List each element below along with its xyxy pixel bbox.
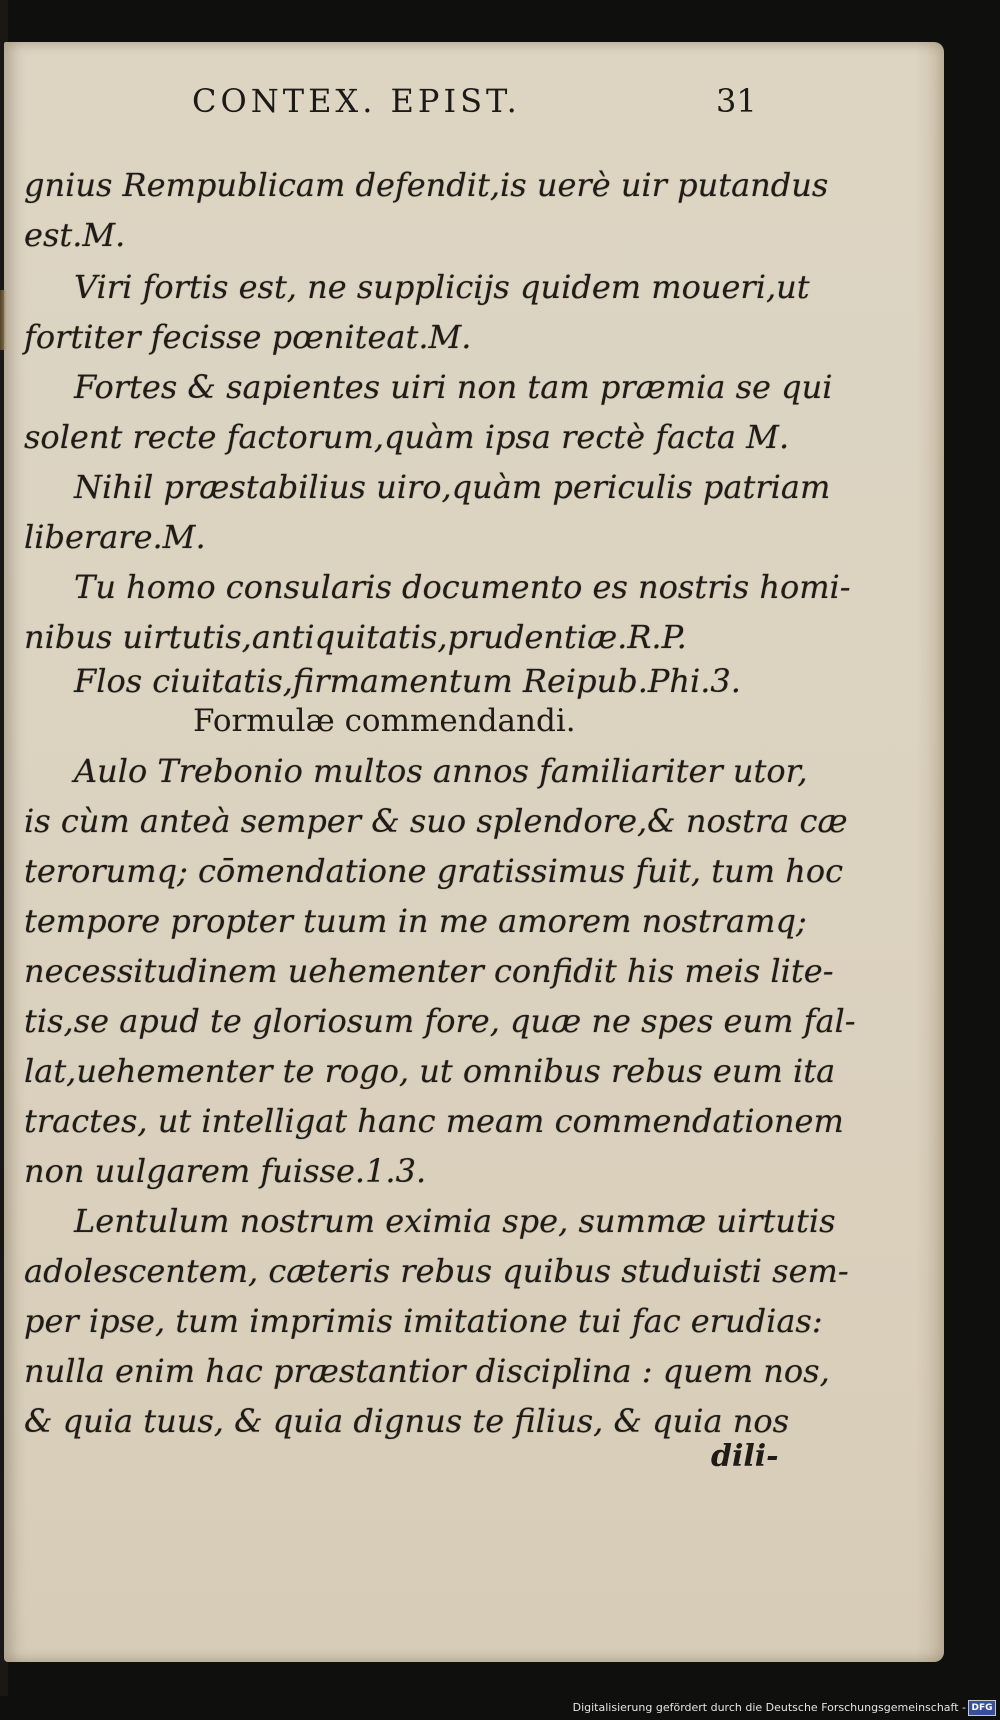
section-heading: Formulæ commendandi.: [193, 703, 576, 739]
text-line: Nihil præstabilius uiro,quàm periculis patriam: [74, 468, 831, 506]
text-line: tis,se apud te gloriosum fore, quæ ne spes eum fal-: [24, 1002, 856, 1040]
text-line: Tu homo consularis documento es nostris homi-: [74, 568, 851, 606]
text-line: Flos ciuitatis,firmamentum Reipub.Phi.3.: [74, 662, 741, 700]
binding-mark: [0, 290, 6, 350]
text-line: terorumq; cōmendatione gratissimus fuit, tum hoc: [24, 852, 844, 890]
text-line: & quia tuus, & quia dignus te filius, & quia nos: [24, 1402, 790, 1440]
text-line: tractes, ut intelligat hanc meam commendationem: [24, 1102, 844, 1140]
text-line: solent recte factorum,quàm ipsa rectè facta M.: [24, 418, 790, 456]
text-line: gnius Rempublicam defendit,is uerè uir putandus: [24, 166, 829, 204]
footer-bar: [0, 1696, 1000, 1720]
text-line: adolescentem, cæteris rebus quibus studuisti sem-: [24, 1252, 849, 1290]
text-line: lat,uehementer te rogo, ut omnibus rebus eum ita: [24, 1052, 836, 1090]
text-line: is cùm anteà semper & suo splendore,& nostra cæ: [24, 802, 848, 840]
text-line: Viri fortis est, ne supplicijs quidem moueri,ut: [74, 268, 810, 306]
text-line: Lentulum nostrum eximia spe, summæ uirtutis: [74, 1202, 836, 1240]
footer-credit: Digitalisierung gefördert durch die Deutsche Forschungsgemeinschaft -: [572, 1701, 966, 1714]
catchword: dili-: [711, 1439, 779, 1474]
running-head: CONTEX. EPIST.: [192, 82, 521, 120]
text-line: non uulgarem fuisse.1.3.: [24, 1152, 427, 1190]
dfg-logo-icon: DFG: [968, 1700, 996, 1716]
text-line: est.M.: [24, 216, 126, 254]
page-header: [186, 78, 786, 128]
page-number: 31: [716, 82, 757, 120]
text-line: nulla enim hac præstantior disciplina : quem nos,: [24, 1352, 830, 1390]
text-line: liberare.M.: [24, 518, 206, 556]
text-line: Fortes & sapientes uiri non tam præmia se qui: [74, 368, 833, 406]
text-line: per ipse, tum imprimis imitatione tui fac erudias:: [24, 1302, 823, 1340]
text-line: fortiter fecisse pœniteat.M.: [24, 318, 472, 356]
text-line: tempore propter tuum in me amorem nostramq;: [24, 902, 807, 940]
text-line: nibus uirtutis,antiquitatis,prudentiæ.R.P.: [24, 618, 687, 656]
text-line: Aulo Trebonio multos annos familiariter utor,: [74, 752, 808, 790]
text-line: necessitudinem uehementer confidit his meis lite-: [24, 952, 834, 990]
